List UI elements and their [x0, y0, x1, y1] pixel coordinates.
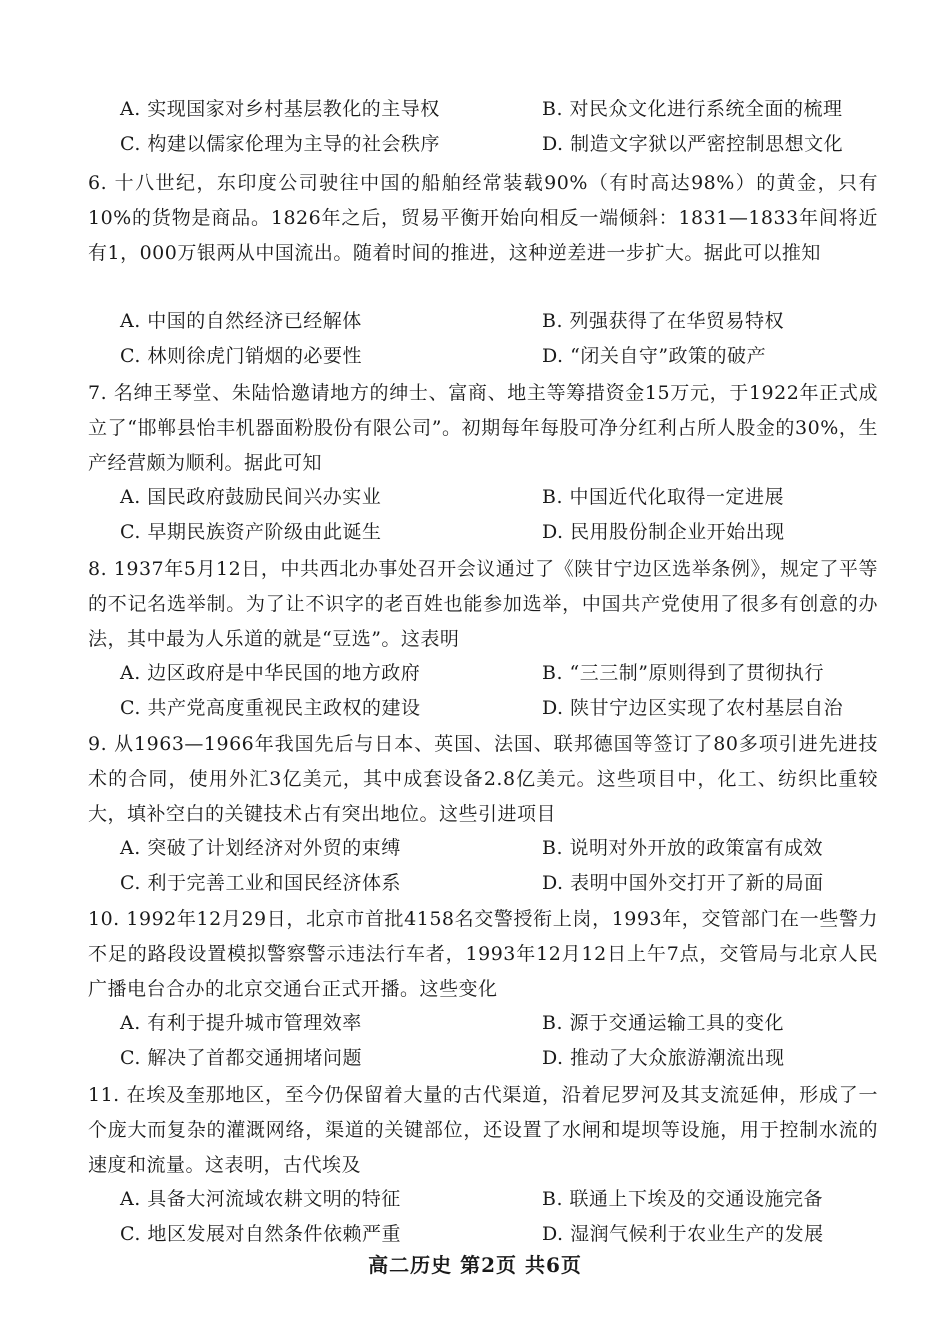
question-number: 6.	[88, 172, 108, 194]
question-number: 11.	[88, 1084, 120, 1106]
question-text: 名绅王琴堂、朱陆恰邀请地方的绅士、富商、地主等筹措资金15万元，于1922年正式成立了“邯郸县怡丰机器面粉股份有限公司”。初期每年每股可净分红利占所人股金的30%，生产经营颇为顺利。据此可知	[88, 382, 878, 474]
question-11-stem	[88, 1078, 878, 1183]
q5-option-d: D. 制造文字狱以严密控制思想文化	[542, 133, 844, 155]
q10-option-d: D. 推动了大众旅游潮流出现	[542, 1047, 785, 1069]
q6-option-c: C. 林则徐虎门销烟的必要性	[120, 345, 362, 367]
q6-option-a: A. 中国的自然经济已经解体	[120, 310, 362, 332]
question-number: 10.	[88, 908, 120, 930]
q7-option-c: C. 早期民族资产阶级由此诞生	[120, 521, 382, 543]
q7-option-d: D. 民用股份制企业开始出现	[542, 521, 785, 543]
q11-option-d: D. 湿润气候利于农业生产的发展	[542, 1223, 824, 1245]
q9-option-b: B. 说明对外开放的政策富有成效	[542, 837, 824, 859]
question-text: 十八世纪，东印度公司驶往中国的船舶经常装载90%（有时高达98%）的黄金，只有10%的货物是商品。1826年之后，贸易平衡开始向相反一端倾斜：1831—1833年间将近有1，000万银两从中国流出。随着时间的推进，这种逆差进一步扩大。据此可以推知	[88, 172, 878, 264]
q11-option-c: C. 地区发展对自然条件依赖严重	[120, 1223, 401, 1245]
question-number: 8.	[88, 558, 108, 580]
question-7-stem	[88, 376, 878, 481]
q8-option-c: C. 共产党高度重视民主政权的建设	[120, 697, 421, 719]
q11-option-b: B. 联通上下埃及的交通设施完备	[542, 1188, 824, 1210]
question-number: 7.	[88, 382, 108, 404]
page-footer: 高二历史 第2页 共6页	[368, 1253, 582, 1277]
q7-option-b: B. 中国近代化取得一定进展	[542, 486, 785, 508]
q5-option-a: A. 实现国家对乡村基层教化的主导权	[120, 98, 440, 120]
q8-option-d: D. 陕甘宁边区实现了农村基层自治	[542, 697, 844, 719]
q6-option-d: D. “闭关自守”政策的破产	[542, 345, 767, 367]
question-text: 在埃及奎那地区，至今仍保留着大量的古代渠道，沿着尼罗河及其支流延伸，形成了一个庞大而复杂的灌溉网络，渠道的关键部位，还设置了水闸和堤坝等设施，用于控制水流的速度和流量。这表明，古代埃及	[88, 1084, 878, 1176]
q9-option-a: A. 突破了计划经济对外贸的束缚	[120, 837, 401, 859]
q10-option-c: C. 解决了首都交通拥堵问题	[120, 1047, 362, 1069]
question-8-stem	[88, 552, 878, 657]
question-text: 从1963—1966年我国先后与日本、英国、法国、联邦德国等签订了80多项引进先进技术的合同，使用外汇3亿美元，其中成套设备2.8亿美元。这些项目中，化工、纺织比重较大，填补空白的关键技术占有突出地位。这些引进项目	[88, 733, 878, 825]
question-text: 1992年12月29日，北京市首批4158名交警授衔上岗，1993年，交管部门在一些警力不足的路段设置模拟警察警示违法行车者，1993年12月12日上午7点，交管局与北京人民广播电台合办的北京交通台正式开播。这些变化	[88, 908, 878, 1000]
q7-option-a: A. 国民政府鼓励民间兴办实业	[120, 486, 382, 508]
question-10-stem	[88, 902, 878, 1007]
question-9-stem	[88, 727, 878, 832]
q8-option-b: B. “三三制”原则得到了贯彻执行	[542, 662, 824, 684]
q10-option-b: B. 源于交通运输工具的变化	[542, 1012, 785, 1034]
question-6-stem	[88, 166, 878, 271]
q9-option-d: D. 表明中国外交打开了新的局面	[542, 872, 824, 894]
q10-option-a: A. 有利于提升城市管理效率	[120, 1012, 362, 1034]
question-number: 9.	[88, 733, 108, 755]
q5-option-b: B. 对民众文化进行系统全面的梳理	[542, 98, 843, 120]
q5-option-c: C. 构建以儒家伦理为主导的社会秩序	[120, 133, 440, 155]
q9-option-c: C. 利于完善工业和国民经济体系	[120, 872, 401, 894]
q11-option-a: A. 具备大河流域农耕文明的特征	[120, 1188, 401, 1210]
question-text: 1937年5月12日，中共西北办事处召开会议通过了《陕甘宁边区选举条例》，规定了平等的不记名选举制。为了让不识字的老百姓也能参加选举，中国共产党使用了很多有创意的办法，其中最为人乐道的就是“豆选”。这表明	[88, 558, 878, 650]
q8-option-a: A. 边区政府是中华民国的地方政府	[120, 662, 421, 684]
q6-option-b: B. 列强获得了在华贸易特权	[542, 310, 785, 332]
